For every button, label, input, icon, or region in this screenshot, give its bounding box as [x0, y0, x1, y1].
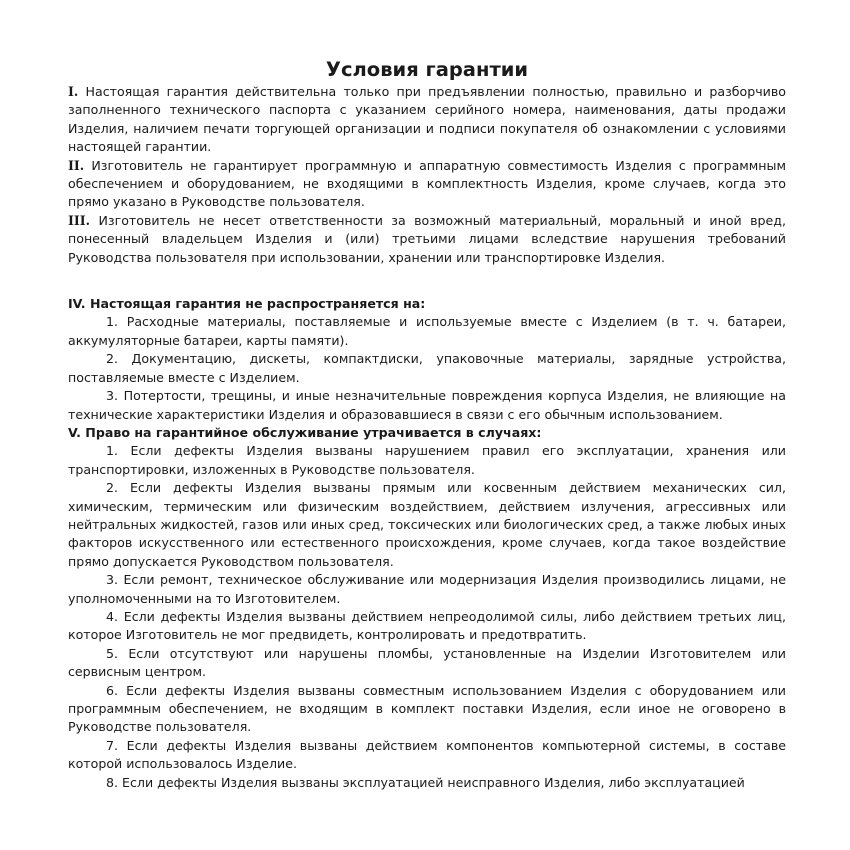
section-number: III. — [68, 212, 91, 228]
section-spacer — [68, 267, 786, 295]
section-2 — [68, 157, 786, 212]
list-item: 1. Если дефекты Изделия вызваны нарушением правил его эксплуатации, хранения или транспортировки, изложенных в Руководстве пользователя. — [68, 443, 786, 477]
list-item: 3. Если ремонт, техническое обслуживание или модернизация Изделия производились лицами, не уполномоченными на то Изготовителем. — [68, 572, 786, 606]
section-text: Изготовитель не несет ответственности за возможный материальный, моральный и иной вред, понесенный владельцем Изделия и (или) третьими лицами вследствие нарушения требований Руководства пользователя при использовании, хранении или транспортировке Изделия. — [68, 212, 786, 265]
section-3 — [68, 212, 786, 267]
list-item: 1. Расходные материалы, поставляемые и используемые вместе с Изделием (в т. ч. батареи, аккумуляторные батареи, карты памяти). — [68, 314, 786, 348]
section-number: II. — [68, 157, 85, 173]
section-text: Изготовитель не гарантирует программную и аппаратную совместимость Изделия с программным обеспечением и оборудованием, не входящими в комплектность Изделия, кроме случаев, когда это прямо указано в Руководстве пользователя. — [68, 157, 786, 210]
page-title: Условия гарантии — [325, 58, 529, 81]
list-item: 8. Если дефекты Изделия вызваны эксплуатацией неисправного Изделия, либо эксплуатацией — [106, 774, 745, 790]
list-item: 4. Если дефекты Изделия вызваны действием непреодолимой силы, либо действием третьих лиц, которое Изготовитель не мог предвидеть, контролировать и предотвратить. — [68, 608, 786, 643]
list-item: 2. Документацию, дискеты, компактдиски, упаковочные материалы, зарядные устройства, поставляемые вместе с Изделием. — [68, 351, 786, 385]
list-item: 7. Если дефекты Изделия вызваны действием компонентов компьютерной системы, в составе которой использовалось Изделие. — [68, 737, 786, 772]
section-number: I. — [68, 84, 79, 99]
list-item: 2. Если дефекты Изделия вызваны прямым или косвенным действием механических сил, химическим, термическим или физическим воздействием, действием излучения, агрессивных или нейтральных жидкостей, газов или иных сред, токсических или биологических сред, а также любых иных факторов искусственного или естественного происхождения, кроме случаев, когда такое воздействие прямо допускается Руководством пользователя. — [68, 480, 786, 569]
list-item: 3. Потертости, трещины, и иные незначительные повреждения корпуса Изделия, не влияющие на технические характеристики Изделия и образовавшиеся в связи с его обычным использованием. — [68, 388, 786, 422]
section-text: Настоящая гарантия действительна только при предъявлении полностью, правильно и разборчиво заполненного технического паспорта с указанием серийного номера, наименования, даты продажи Изделия, наличием печати торгующей организации и подписи покупателя об ознакомлении с условиями настоящей гарантии. — [68, 84, 786, 155]
section-4-heading: IV. Настоящая гарантия не распространяется на: — [68, 296, 426, 312]
list-item: 5. Если отсутствуют или нарушены пломбы, установленные на Изделии Изготовителем или сервисным центром. — [68, 645, 786, 680]
list-item: 6. Если дефекты Изделия вызваны совместным использованием Изделия с оборудованием или программным обеспечением, не входящим в комплект поставки Изделия, если иное не оговорено в Руководстве пользователя. — [68, 682, 786, 735]
document-page — [68, 58, 786, 792]
section-1 — [68, 83, 786, 157]
section-5-heading: V. Право на гарантийное обслуживание утрачивается в случаях: — [68, 424, 542, 440]
